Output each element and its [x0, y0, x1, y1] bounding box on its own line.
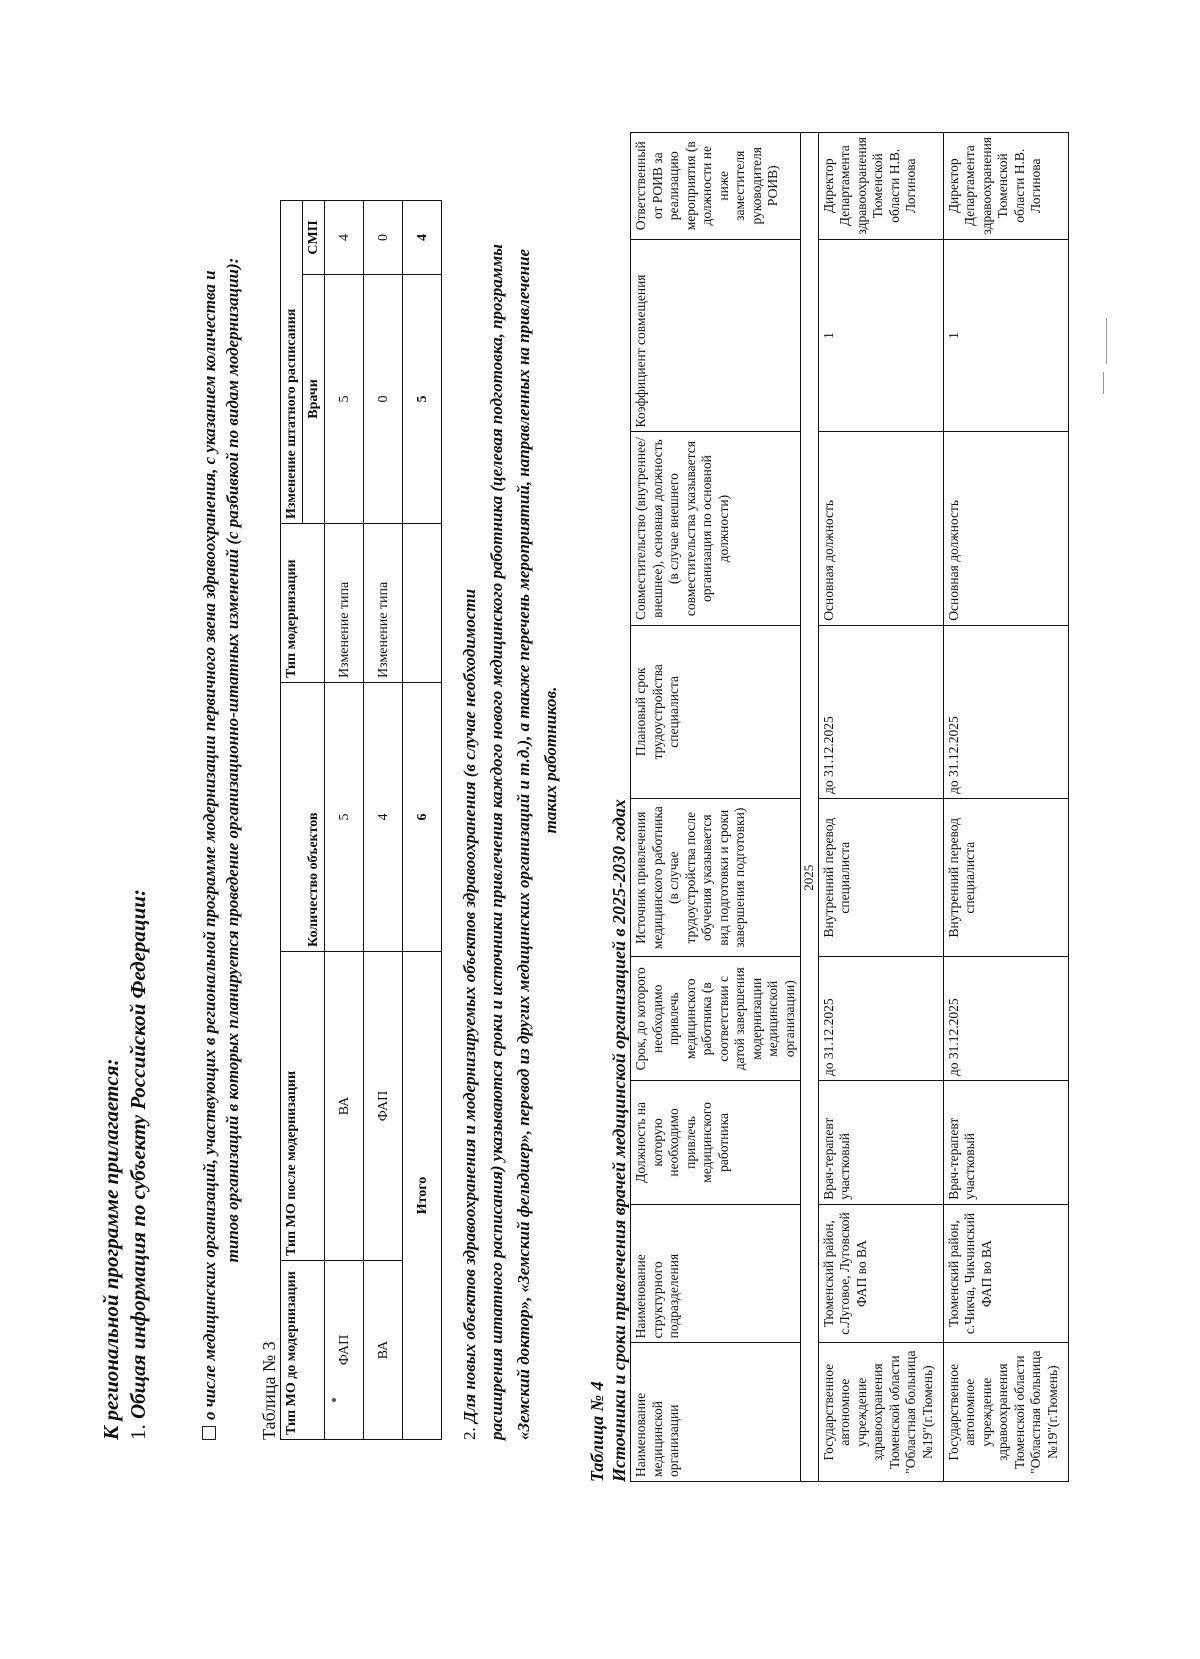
t3-cell-before: ВА	[364, 1261, 403, 1440]
t4-cell-unit: Тюменский район, с.Луговое, Луговской ФАП во ВА	[818, 1204, 943, 1343]
section2-text	[456, 80, 537, 1440]
t3-total-count: 6	[403, 683, 442, 952]
t4-cell-org: Государственное автономное учреждение здравоохранения Тюменской области "Областная больница №19"(г.Тюмень)	[818, 1343, 943, 1482]
t4-cell-position: Врач-терапевт участковый	[943, 1081, 1068, 1205]
t4-cell-deadline: до 31.12.2025	[818, 957, 943, 1081]
checkbox-icon	[202, 1426, 216, 1440]
t4-cell-coef: 1	[943, 239, 1068, 432]
table4-subtitle: Источники и сроки привлечения врачей медицинской организацией в 2025-2030 годах	[609, 799, 629, 1482]
t3-total-label: Итого	[403, 952, 442, 1440]
document-page	[40, 40, 1120, 1600]
section2-line1: Для новых объектов здравоохранения и модернизируемых объектов здравоохранения (в случае необходимости	[460, 588, 479, 1423]
t4-cell-combo: Основная должность	[818, 432, 943, 625]
t3-cell-mod: Изменение типа	[325, 524, 364, 683]
t4-cell-source: Внутренний перевод специалиста	[943, 799, 1068, 957]
scan-margin-mark	[1103, 372, 1104, 394]
table4	[630, 132, 1069, 1482]
t4-cell-resp: Директор Департамента здравоохранения Тюменской области Н.В. Логинова	[818, 133, 943, 240]
t3-cell-smp: 0	[364, 201, 403, 275]
table3	[280, 200, 442, 1440]
t4-cell-combo: Основная должность	[943, 432, 1068, 625]
t3-header-type-before: Тип МО до модернизации	[281, 1261, 325, 1440]
t4-cell-deadline: до 31.12.2025	[943, 957, 1068, 1081]
t3-cell-before: ФАП	[325, 1261, 364, 1440]
section1-title	[125, 80, 152, 1440]
table-header-row	[631, 133, 801, 1482]
scan-margin-mark	[1106, 318, 1107, 364]
t4-cell-plan: до 31.12.2025	[818, 625, 943, 798]
t4-header-coef: Коэффициент совмещения	[631, 239, 801, 432]
section2-line2: расширения штатного расписания) указываются сроки и источники привлечения каждого нового медицинского работника (целевая подготовка, программы	[487, 244, 506, 1440]
t4-header-combo: Совместительство (внутреннее/внешнее), основная должность (в случае внешнего совместительства указывается организация по основной должности)	[631, 432, 801, 625]
t3-cell-count: 4	[364, 683, 403, 952]
t3-cell-doctors: 0	[364, 275, 403, 524]
section2-number: 2.	[460, 1427, 479, 1440]
t3-header-doctors: Врачи	[303, 275, 325, 524]
t4-header-org: Наименование медицинской организации	[631, 1343, 801, 1482]
section2-line3: «Земский доктор», «Земский фельдшер», перевод из других медицинских организаций и т.д.), а также перечень мероприятий, направленных на привлечение	[514, 248, 533, 1440]
t4-header-deadline: Срок, до которого необходимо привлечь медицинского работника (в соответствии с датой завершения модернизации медицинской организации)	[631, 957, 801, 1081]
t4-cell-source: Внутренний перевод специалиста	[818, 799, 943, 957]
t4-header-source: Источник привлечения медицинского работника (в случае трудоустройства после обучения указывается вид подготовки и сроки завершения подготовки)	[631, 799, 801, 957]
para1-line1-text: о числе медицинских организаций, участвующих в региональной программе модернизации первичного звена здравоохранения, с указанием количества и	[200, 270, 219, 1420]
table3-caption: Таблица № 3	[259, 1341, 279, 1440]
scan-dot-mark	[332, 1398, 336, 1402]
t4-header-position: Должность на которую необходимо привлечь медицинского работника	[631, 1081, 801, 1205]
table-total-row	[403, 201, 442, 1440]
t3-cell-doctors: 5	[325, 275, 364, 524]
t3-total-doctors: 5	[403, 275, 442, 524]
t3-cell-mod: Изменение типа	[364, 524, 403, 683]
section2-line4: таких работников.	[541, 686, 560, 834]
t3-total-smp: 4	[403, 201, 442, 275]
section1-text: Общая информация по субъекту Российской Федерации:	[126, 889, 150, 1419]
t3-header-staff-change: Изменение штатного расписания	[281, 201, 303, 524]
t3-header-smp: СМП	[303, 201, 325, 275]
table-row	[325, 201, 364, 1440]
t4-cell-resp: Директор Департамента здравоохранения Тюменской области Н.В. Логинова	[943, 133, 1068, 240]
t3-header-type-after: Тип МО после модернизации	[281, 952, 325, 1261]
t4-cell-coef: 1	[818, 239, 943, 432]
t4-year-label: 2025	[801, 799, 819, 957]
section1-number: 1.	[126, 1424, 150, 1440]
table4-caption: Таблица № 4	[587, 1381, 607, 1482]
table-row	[943, 133, 1068, 1482]
t3-header-mod-type: Тип модернизации	[281, 524, 325, 683]
t4-cell-org: Государственное автономное учреждение здравоохранения Тюменской области "Областная больница №19"(г.Тюмень)	[943, 1343, 1068, 1482]
t3-cell-after: ВА	[325, 952, 364, 1261]
table-row	[364, 201, 403, 1440]
t4-header-unit: Наименование структурного подразделения	[631, 1204, 801, 1343]
t4-header-plan: Плановый срок трудоустройства специалиста	[631, 625, 801, 798]
attachment-note: К региональной программе прилагается:	[99, 1058, 123, 1440]
table-year-row	[801, 133, 819, 1482]
table-row	[818, 133, 943, 1482]
t3-cell-after: ФАП	[364, 952, 403, 1261]
t4-header-resp: Ответственный от РОИВ за реализацию мероприятия (в должности не ниже заместителя руководителя РОИВ)	[631, 133, 801, 240]
t4-cell-unit: Тюменский район, с.Чикча, Чикчинский ФАП во ВА	[943, 1204, 1068, 1343]
t4-cell-plan: до 31.12.2025	[943, 625, 1068, 798]
t3-total-mod	[403, 524, 442, 683]
t3-cell-count: 5	[325, 683, 364, 952]
t4-cell-position: Врач-терапевт участковый	[818, 1081, 943, 1205]
para1-line2: типов организаций в которых планируется проведение организационно-штатных изменений (с разбивкой по видам модернизации):	[223, 257, 242, 1263]
para1-line1	[198, 80, 221, 1440]
t3-header-count: Количество объектов	[281, 683, 325, 952]
t3-cell-smp: 4	[325, 201, 364, 275]
